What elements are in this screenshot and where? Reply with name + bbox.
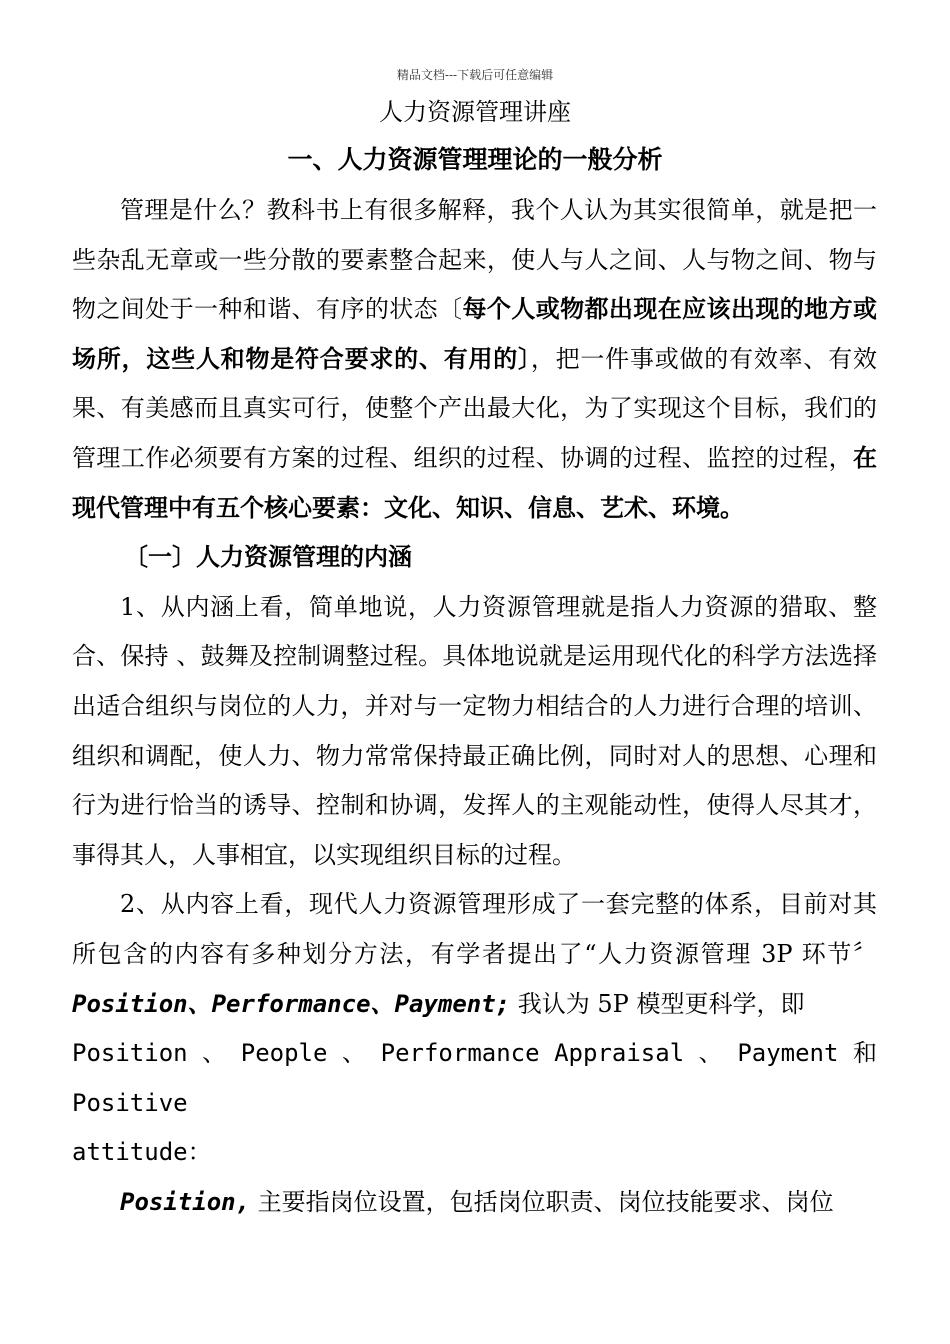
bold-text: 每个人或物都出现在应该出现的地方或场所，这些人和物是符合要求的、有用的〕 [72,295,877,373]
paragraph-5p-tail: attitude： [72,1138,212,1167]
italic-term: Position, [120,1187,251,1216]
subsection-heading: 〔一〕人力资源管理的内涵 [124,543,412,572]
paragraph-text: 2、从内容上看，现代人力资源管理形成了一套完整的体系，目前对其所包含的内容有多种划分方法，有学者提出了“人力资源管理 3P 环节〞 [72,890,877,968]
paragraph-text: 我认为 5P 模型更科学，即 [510,989,805,1018]
italic-terms: Position、Performance、Payment; [72,989,511,1018]
paragraph-position [72,1178,877,1228]
paragraph-content [72,880,877,1029]
bold-text: 在现代管理中有五个核心要素：文化、知识、信息、艺术、环境。 [72,443,877,522]
paragraph-connotation: 1、从内涵上看，简单地说，人力资源管理就是指人力资源的猎取、整合、保持 、鼓舞及控制调整过程。具体地说就是运用现代化的科学方法选择出适合组织与岗位的人力，并对与一定物力相结合的人力进行合理的培训、组织和调配，使人力、物力常常保持最正确比例，同时对人的思想、心理和行为进行恰当的诱导、控制和协调，发挥人的主观能动性，使得人尽其才，事得其人，人事相宜，以实现组织目标的过程。 [72,592,877,869]
paragraph-management-definition [72,186,877,533]
paragraph-text: ，把一件事或做的有效率、有效果、有美感而且真实可行，使整个产出最大化，为了实现这个目标，我们的管理工作必须要有方案的过程、组织的过程、协调的过程、监控的过程， [72,344,877,472]
paragraph-5p-terms: Position 、 People 、 Performance Appraisal 、 Payment 和 Positive [72,1039,877,1117]
paragraph-text: 主要指岗位设置，包括岗位职责、岗位技能要求、岗位 [250,1187,834,1216]
paragraph-text: 管理是什么？教科书上有很多解释，我个人认为其实很简单，就是把一些杂乱无章或一些分散的要素整合起来，使人与人之间、人与物之间、物与物之间处于一种和谐、有序的状态〔 [72,196,877,324]
document-title: 人力资源管理讲座 [379,98,571,126]
header-note: 精品文档---下载后可任意编辑 [396,68,554,82]
document-body [72,186,877,1227]
section-heading: 一、人力资源管理理论的一般分析 [287,145,663,174]
